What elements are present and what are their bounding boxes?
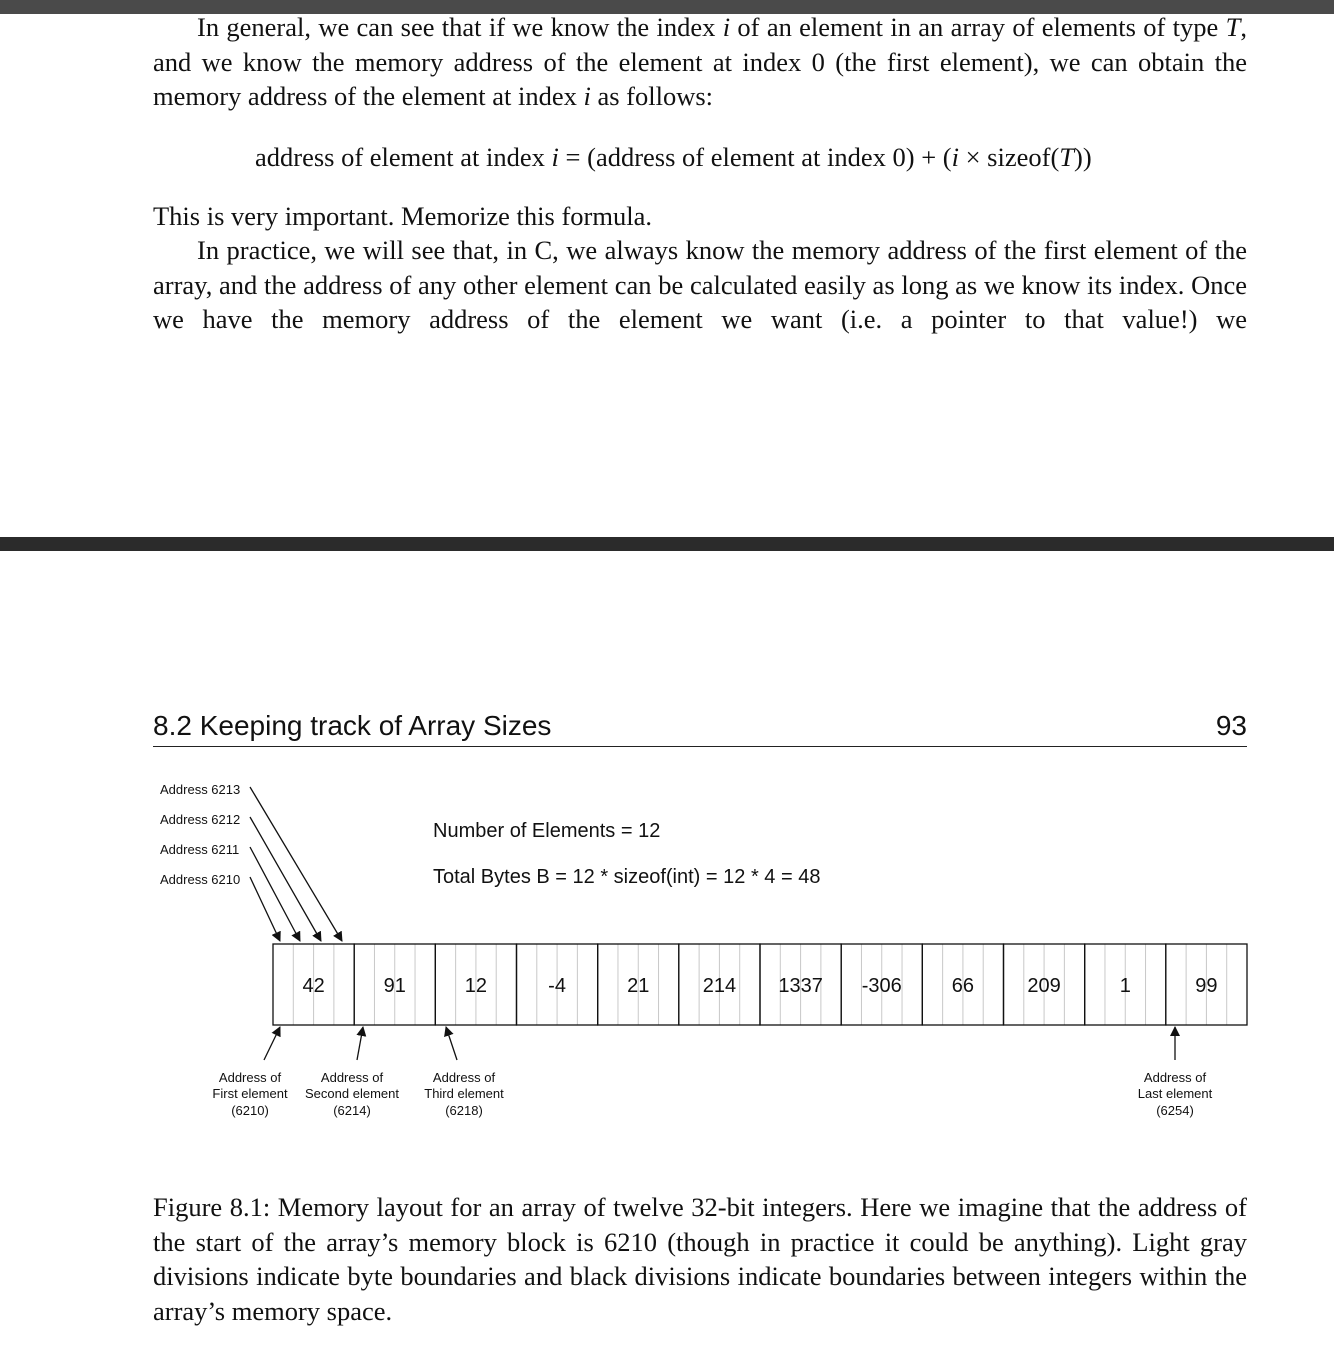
element-address-label: Address of — [218, 1070, 282, 1085]
array-cells — [273, 944, 1247, 1025]
element-address-label: (6218) — [445, 1103, 483, 1118]
element-address-label: Last element — [1137, 1086, 1213, 1101]
byte-address-label: Address 6211 — [160, 842, 240, 857]
array-value: 21 — [627, 975, 650, 997]
element-address-label: Address of — [320, 1070, 384, 1085]
figure-caption: Figure 8.1: Memory layout for an array of twelve 32-bit integers. Here we imagine that the address of the start of the array’s memory block is 6210 (though in practice it could be anything). Light gray divisions indicate byte boundaries and black divisions indicate boundaries between integers within the array’s memory space. — [153, 1192, 1247, 1326]
array-value: 99 — [1195, 975, 1218, 997]
array-value: 42 — [302, 975, 325, 997]
array-value: 1337 — [778, 975, 823, 997]
element-address-label: Second element — [305, 1086, 399, 1101]
section-title: 8.2 Keeping track of Array Sizes — [153, 710, 552, 741]
element-address-label: First element — [212, 1086, 288, 1101]
byte-pointer-arrow — [250, 787, 342, 941]
byte-address-label: Address 6213 — [160, 782, 241, 797]
array-value: 91 — [383, 975, 406, 997]
array-value: 66 — [951, 975, 975, 997]
element-address-label: Third element — [424, 1086, 504, 1101]
array-value: -306 — [861, 975, 902, 997]
second-element-arrow — [357, 1027, 363, 1060]
element-address-label: (6210) — [231, 1103, 269, 1118]
array-value: 12 — [464, 975, 488, 997]
page-number: 93 — [1215, 710, 1247, 741]
byte-pointer-arrow — [250, 877, 280, 941]
element-address-label: Address of — [1143, 1070, 1207, 1085]
element-address-label: (6254) — [1156, 1103, 1194, 1118]
paragraph-general: In general, we can see that if we know the index i of an element in an array of elements of type T, and we know the memory address of the element at index 0 (the first element), we can obtain the memory address of the element at index i as follows: — [153, 12, 1247, 111]
total-bytes: Total Bytes B = 12 * sizeof(int) = 12 * 4 = 48 — [433, 866, 821, 888]
first-element-arrow — [264, 1027, 280, 1060]
byte-address-label: Address 6212 — [160, 812, 241, 827]
paragraph-practice: In practice, we will see that, in C, we always know the memory address of the first element of the array, and the address of any other element can be calculated easily as long as we know its index. Once we have the memory address of the element we want (i.e. a pointer to that value!) we — [153, 235, 1247, 334]
paragraph-important: This is very important. Memorize this formula. — [153, 201, 652, 231]
element-address-label: Address of — [432, 1070, 496, 1085]
number-of-elements: Number of Elements = 12 — [433, 820, 661, 842]
address-formula: address of element at index i = (address of element at index 0) + (i × sizeof(T)) — [255, 142, 1092, 172]
array-value: 209 — [1027, 975, 1061, 997]
array-value: 214 — [702, 975, 737, 997]
byte-address-label: Address 6210 — [160, 872, 241, 887]
byte-pointer-arrow — [250, 817, 321, 941]
element-address-label: (6214) — [333, 1103, 371, 1118]
array-value: -4 — [548, 975, 566, 997]
array-value: 1 — [1119, 975, 1131, 997]
third-element-arrow — [446, 1027, 457, 1060]
